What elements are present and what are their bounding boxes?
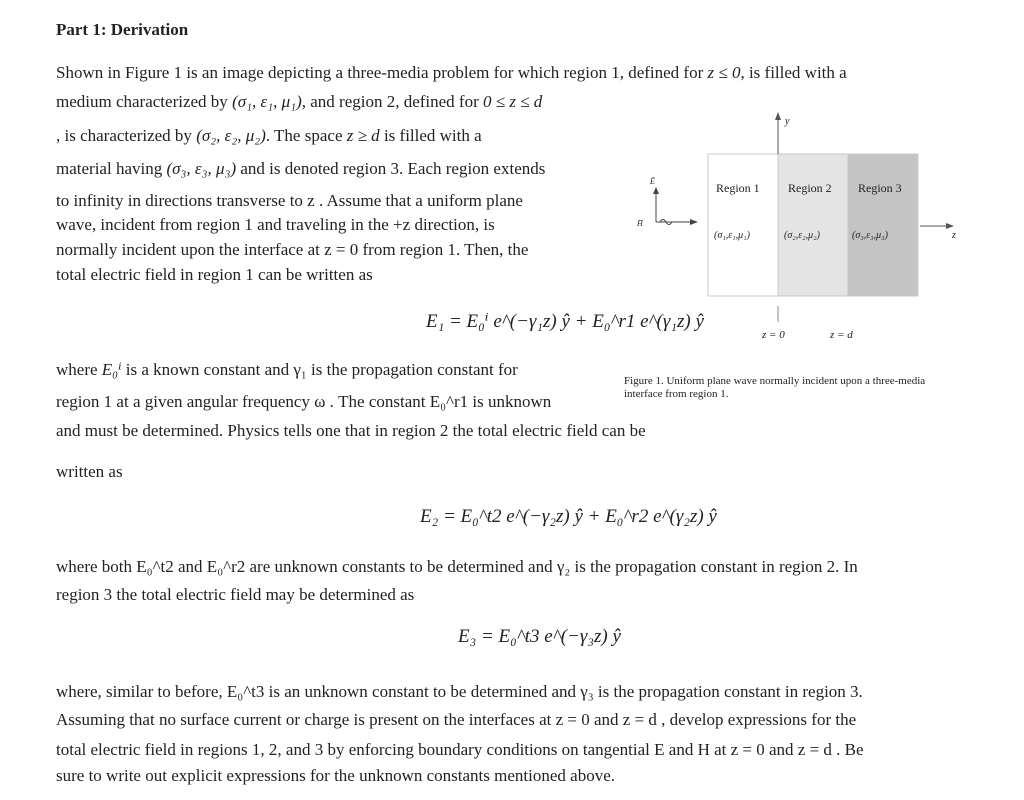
text: , is characterized by bbox=[56, 126, 197, 145]
paragraph-2-line-3: and must be determined. Physics tells one that in region 2 the total electric field can be bbox=[56, 421, 646, 440]
text: medium characterized by bbox=[56, 92, 233, 111]
paragraph-3-line-1: where both E₀^t2 and E₀^r2 are unknown constants to be determined and γ₂ is the propagation constant in region 2. In bbox=[56, 557, 858, 576]
equation-region-1: E₁ = E₀ⁱ e^(−γ₁z) ŷ + E₀^r1 e^(γ₁z) ŷ bbox=[426, 311, 704, 332]
region-2-box bbox=[778, 154, 848, 296]
text: and is denoted region 3. Each region extends bbox=[236, 159, 546, 178]
paragraph-4-line-2: Assuming that no surface current or charge is present on the interfaces at z = 0 and z = d , develop expressions for the bbox=[56, 710, 857, 729]
paragraph-3-line-2: region 3 the total electric field may be determined as bbox=[56, 585, 415, 604]
e-field-label: Ē bbox=[650, 177, 655, 186]
region-2-params-label: (σ₂,ε₂,μ₂) bbox=[784, 230, 820, 241]
region-3-label: Region 3 bbox=[858, 181, 902, 195]
region-3-box bbox=[848, 154, 918, 296]
region-2-params: (σ₂, ε₂, μ₂) bbox=[196, 126, 266, 145]
h-field-label: H̄ bbox=[637, 219, 643, 228]
paragraph-1-line-5: to infinity in directions transverse to z . Assume that a uniform plane bbox=[56, 191, 523, 210]
interface-1-label: z = 0 bbox=[762, 329, 785, 341]
figure-three-media bbox=[620, 108, 980, 348]
propagation-arrowhead-icon bbox=[690, 219, 698, 225]
region-1-params: (σ₁, ε₁, μ₁) bbox=[232, 92, 302, 111]
text: . The space bbox=[265, 126, 347, 145]
condition-region-2: 0 ≤ z ≤ d bbox=[483, 92, 543, 111]
paragraph-4-line-4: sure to write out explicit expressions for the unknown constants mentioned above. bbox=[56, 766, 615, 785]
paragraph-1-line-7: normally incident upon the interface at z = 0 from region 1. Then, the bbox=[56, 240, 529, 259]
text: material having bbox=[56, 159, 167, 178]
paragraph-2-line-2: region 1 at a given angular frequency ω . The constant E₀^r1 is unknown bbox=[56, 392, 552, 411]
figure-caption: Figure 1. Uniform plane wave normally incident upon a three-media interface from region 1. bbox=[624, 375, 926, 400]
paragraph-1-line-1 bbox=[56, 62, 847, 84]
equation-region-3: E₃ = E₀^t3 e^(−γ₃z) ŷ bbox=[458, 626, 621, 647]
region-2-label: Region 2 bbox=[788, 181, 832, 195]
text: , and region 2, defined for bbox=[301, 92, 484, 111]
paragraph-4-line-1: where, similar to before, E₀^t3 is an unknown constant to be determined and γ₃ is the propagation constant in region 3. bbox=[56, 682, 863, 701]
text: is a known constant and γ₁ is the propagation constant for bbox=[121, 360, 518, 379]
paragraph-1-line-4 bbox=[56, 158, 545, 180]
z-axis-label: z bbox=[952, 230, 956, 241]
region-1-label: Region 1 bbox=[716, 181, 760, 195]
paragraph-1-line-8: total electric field in region 1 can be written as bbox=[56, 265, 373, 284]
interface-2-label: z = d bbox=[830, 329, 853, 341]
region-1-params-label: (σ₁,ε₁,μ₁) bbox=[714, 230, 750, 241]
y-axis-arrowhead-icon bbox=[775, 112, 781, 120]
paragraph-2-line-4: written as bbox=[56, 462, 123, 481]
region-3-params: (σ₃, ε₃, μ₃) bbox=[166, 159, 237, 178]
paragraph-2-line-1 bbox=[56, 359, 518, 381]
paragraph-1-line-3 bbox=[56, 125, 482, 147]
paragraph-4-line-3: total electric field in regions 1, 2, and 3 by enforcing boundary conditions on tangential E and H at z = 0 and z = d . Be bbox=[56, 740, 864, 759]
condition-region-1: z ≤ 0 bbox=[707, 63, 741, 82]
y-axis-label: y bbox=[785, 116, 790, 127]
equation-region-2: E₂ = E₀^t2 e^(−γ₂z) ŷ + E₀^r2 e^(γ₂z) ŷ bbox=[420, 506, 717, 527]
condition-region-3: z ≥ d bbox=[346, 126, 380, 145]
text: Shown in Figure 1 is an image depicting a three-media problem for which region 1, defined for bbox=[56, 63, 708, 82]
text: where bbox=[56, 360, 102, 379]
z-axis-arrowhead-icon bbox=[946, 223, 954, 229]
paragraph-1-line-6: wave, incident from region 1 and traveling in the +z direction, is bbox=[56, 215, 495, 234]
region-3-params-label: (σ₃,ε₃,μ₃) bbox=[852, 230, 888, 241]
symbol-e0i: E₀ⁱ bbox=[101, 360, 122, 379]
text: is filled with a bbox=[379, 126, 482, 145]
paragraph-1-line-2 bbox=[56, 91, 542, 113]
region-1-box bbox=[708, 154, 778, 296]
e-field-arrowhead-icon bbox=[653, 187, 659, 194]
text: , is filled with a bbox=[740, 63, 847, 82]
page-heading: Part 1: Derivation bbox=[56, 20, 189, 39]
